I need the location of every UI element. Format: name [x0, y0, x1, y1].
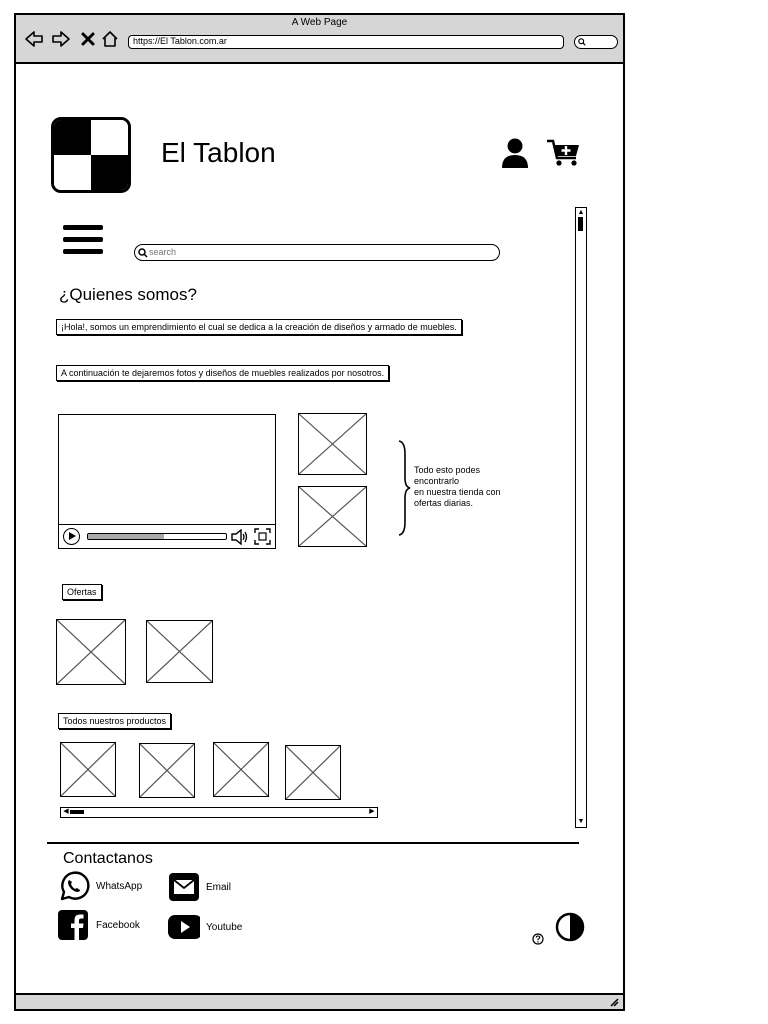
url-bar[interactable]: https://El Tablon.com.ar	[128, 35, 564, 49]
side-note: Todo esto podes encontrarlo en nuestra tienda con ofertas diarias.	[414, 465, 501, 508]
youtube-label: Youtube	[206, 921, 243, 933]
help-icon[interactable]	[532, 933, 544, 945]
user-icon[interactable]	[501, 137, 529, 169]
video-controls	[59, 524, 275, 548]
facebook-link[interactable]	[58, 910, 140, 940]
scroll-left-arrow[interactable]: ◀	[63, 808, 69, 815]
browser-titlebar	[16, 15, 623, 64]
close-icon[interactable]	[78, 29, 98, 49]
contact-title: Contactanos	[63, 850, 153, 867]
browser-search-field[interactable]	[574, 35, 618, 49]
offers-label: Ofertas	[62, 584, 102, 600]
browser-window	[14, 13, 625, 1011]
search-icon	[138, 248, 148, 258]
whatsapp-label: WhatsApp	[96, 880, 143, 892]
product-item-placeholder[interactable]	[60, 742, 116, 797]
scroll-right-arrow[interactable]: ▶	[369, 808, 375, 815]
video-player[interactable]	[58, 414, 276, 549]
email-label: Email	[206, 881, 232, 893]
product-item-placeholder[interactable]	[139, 743, 195, 798]
scroll-thumb[interactable]	[578, 217, 583, 231]
site-name: El Tablon	[161, 137, 276, 168]
whatsapp-link[interactable]	[58, 871, 142, 901]
play-icon[interactable]	[63, 528, 80, 545]
youtube-link[interactable]	[168, 912, 242, 942]
scroll-down-arrow[interactable]: ▼	[577, 818, 585, 825]
window-title: A Web Page	[291, 17, 348, 28]
video-progress-bar[interactable]	[87, 533, 227, 540]
photo-placeholder[interactable]	[298, 413, 367, 475]
email-icon	[168, 872, 200, 902]
menu-icon[interactable]	[63, 225, 103, 259]
all-products-label: Todos nuestros productos	[58, 713, 171, 729]
youtube-icon	[168, 912, 200, 942]
scroll-up-arrow[interactable]: ▲	[577, 209, 585, 216]
site-logo[interactable]	[51, 117, 131, 193]
home-icon[interactable]	[100, 29, 120, 49]
curly-brace	[397, 440, 411, 536]
scroll-thumb[interactable]	[70, 810, 84, 814]
footer-divider	[47, 842, 579, 844]
site-search-field[interactable]	[134, 244, 500, 261]
search-input[interactable]	[149, 245, 489, 259]
resize-grip-icon[interactable]	[609, 997, 619, 1007]
cart-add-icon[interactable]	[546, 137, 582, 167]
back-icon[interactable]	[24, 29, 44, 49]
product-item-placeholder[interactable]	[213, 742, 269, 797]
browser-statusbar	[16, 993, 623, 1009]
volume-icon[interactable]	[231, 529, 249, 545]
product-item-placeholder[interactable]	[285, 745, 341, 800]
intro-text: ¡Hola!, somos un emprendimiento el cual se dedica a la creación de diseños y armado de muebles.	[56, 319, 462, 335]
horizontal-scrollbar[interactable]	[60, 807, 378, 818]
contrast-icon[interactable]	[555, 912, 585, 942]
fullscreen-icon[interactable]	[254, 528, 271, 545]
search-icon	[578, 38, 586, 46]
email-link[interactable]	[168, 872, 231, 902]
whatsapp-icon	[58, 871, 90, 901]
facebook-icon	[58, 910, 90, 940]
about-title: ¿Quienes somos?	[59, 285, 197, 304]
vertical-scrollbar[interactable]	[575, 207, 587, 828]
offer-item-placeholder[interactable]	[146, 620, 213, 683]
forward-icon[interactable]	[51, 29, 71, 49]
offer-item-placeholder[interactable]	[56, 619, 126, 685]
facebook-label: Facebook	[96, 919, 140, 931]
photo-placeholder[interactable]	[298, 486, 367, 547]
photos-note-text: A continuación te dejaremos fotos y diseños de muebles realizados por nosotros.	[56, 365, 389, 381]
